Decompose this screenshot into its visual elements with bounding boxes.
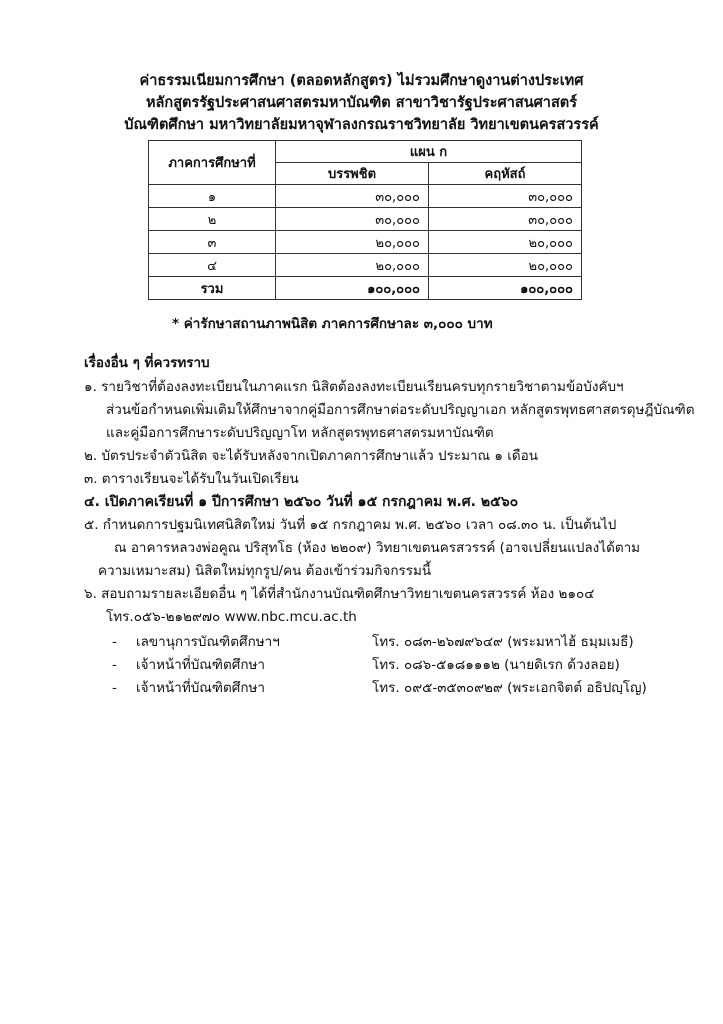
bullet-dash: -	[112, 657, 117, 673]
monk-fee-cell: ๒๐,๐๐๐	[276, 254, 429, 277]
monk-fee-cell: ๓๐,๐๐๐	[276, 185, 429, 208]
other-info-section	[84, 350, 695, 700]
bullet-dash: -	[112, 680, 117, 696]
plan-header: แผน ก	[276, 141, 582, 163]
list-item	[84, 654, 684, 677]
monk-column-header: บรรพชิต	[276, 163, 429, 185]
total-row	[149, 277, 582, 300]
lay-fee-cell: ๓๐,๐๐๐	[429, 208, 582, 231]
list-item	[84, 677, 684, 700]
lay-fee-cell: ๒๐,๐๐๐	[429, 254, 582, 277]
semester-cell: ๔	[149, 254, 276, 277]
header-line-3: บัณฑิตศึกษา มหาวิทยาลัยมหาจุฬาลงกรณราชวิทยาลัย วิทยาเขตนครสวรรค์	[124, 117, 599, 133]
table-row	[149, 185, 582, 208]
total-label: รวม	[149, 277, 276, 300]
semester-cell: ๒	[149, 208, 276, 231]
item-5-line-1: ๕. กำหนดการปฐมนิเทศนิสิตใหม่ วันที่ ๑๕ กรกฎาคม พ.ศ. ๒๕๖๐ เวลา ๐๘.๓๐ น. เป็นต้นไป	[84, 517, 617, 533]
contact-phone: โทร. ๐๘๖-๕๑๘๑๑๑๒ (นายดิเรก ด้วงลอย)	[372, 657, 620, 673]
item-6-line-1: ๖. สอบถามรายละเอียดอื่น ๆ ได้ที่สำนักงานบัณฑิตศึกษาวิทยาเขตนครสวรรค์ ห้อง ๒๑๐๔	[84, 586, 595, 602]
header-line-2: หลักสูตรรัฐประศาสนศาสตรมหาบัณฑิต สาขาวิชารัฐประศาสนศาสตร์	[145, 95, 578, 111]
table-row	[149, 208, 582, 231]
item-1-line-2: ส่วนข้อกำหนดเพิ่มเติมให้ศึกษาจากคู่มือการศึกษาต่อระดับปริญญาเอก หลักสูตรพุทธศาสตรดุษฎีบัณฑิต	[106, 402, 695, 418]
list-item	[84, 631, 684, 654]
contact-role: เจ้าหน้าที่บัณฑิตศึกษา	[136, 657, 266, 673]
semester-cell: ๓	[149, 231, 276, 254]
item-2: ๒. บัตรประจำตัวนิสิต จะได้รับหลังจากเปิดภาคการศึกษาแล้ว ประมาณ ๑ เดือน	[84, 448, 538, 464]
lay-column-header: คฤหัสถ์	[429, 163, 582, 185]
contact-phone: โทร. ๐๙๕-๓๕๓๐๙๒๙ (พระเอกจิตต์ อธิปญฺโญ)	[372, 680, 647, 696]
item-3: ๓. ตารางเรียนจะได้รับในวันเปิดเรียน	[84, 471, 299, 487]
item-5-line-2: ณ อาคารหลวงพ่อคูณ ปริสุทโธ (ห้อง ๒๒๐๙) วิทยาเขตนครสวรรค์ (อาจเปลี่ยนแปลงได้ตาม	[114, 540, 641, 556]
item-6-line-2: โทร.๐๕๖-๒๑๒๙๗๐ www.nbc.mcu.ac.th	[106, 609, 357, 625]
total-monk-fee: ๑๐๐,๐๐๐	[276, 277, 429, 300]
header-line-1: ค่าธรรมเนียมการศึกษา (ตลอดหลักสูตร) ไม่รวมศึกษาดูงานต่างประเทศ	[139, 73, 584, 89]
monk-fee-cell: ๓๐,๐๐๐	[276, 208, 429, 231]
fee-table	[148, 140, 582, 300]
lay-fee-cell: ๓๐,๐๐๐	[429, 185, 582, 208]
semester-column-header: ภาคการศึกษาที่	[149, 141, 276, 185]
item-1-line-3: และคู่มือการศึกษาระดับปริญญาโท หลักสูตรพุทธศาสตรมหาบัณฑิต	[106, 425, 494, 441]
document-header	[0, 70, 723, 136]
contact-phone: โทร. ๐๘๓-๒๖๗๙๖๔๙ (พระมหาไฮ้ ธมฺมเมธี)	[372, 634, 634, 650]
bullet-dash: -	[112, 634, 117, 650]
lay-fee-cell: ๒๐,๐๐๐	[429, 231, 582, 254]
item-4: ๔. เปิดภาคเรียนที่ ๑ ปีการศึกษา ๒๕๖๐ วันที่ ๑๕ กรกฎาคม พ.ศ. ๒๕๖๐	[84, 494, 519, 510]
section-title: เรื่องอื่น ๆ ที่ควรทราบ	[84, 355, 210, 371]
table-row	[149, 254, 582, 277]
maintenance-fee-note: * ค่ารักษาสถานภาพนิสิต ภาคการศึกษาละ ๓,๐๐๐ บาท	[172, 316, 493, 332]
contact-list	[84, 631, 684, 700]
semester-cell: ๑	[149, 185, 276, 208]
table-row	[149, 231, 582, 254]
item-5-line-3: ความเหมาะสม) นิสิตใหม่ทุกรูป/คน ต้องเข้าร่วมกิจกรรมนี้	[98, 563, 432, 579]
item-1-line-1: ๑. รายวิชาที่ต้องลงทะเบียนในภาคแรก นิสิตต้องลงทะเบียนเรียนครบทุกรายวิชาตามข้อบังคับฯ	[84, 379, 624, 395]
contact-role: เลขานุการบัณฑิตศึกษาฯ	[136, 634, 280, 650]
monk-fee-cell: ๒๐,๐๐๐	[276, 231, 429, 254]
contact-role: เจ้าหน้าที่บัณฑิตศึกษา	[136, 680, 266, 696]
total-lay-fee: ๑๐๐,๐๐๐	[429, 277, 582, 300]
